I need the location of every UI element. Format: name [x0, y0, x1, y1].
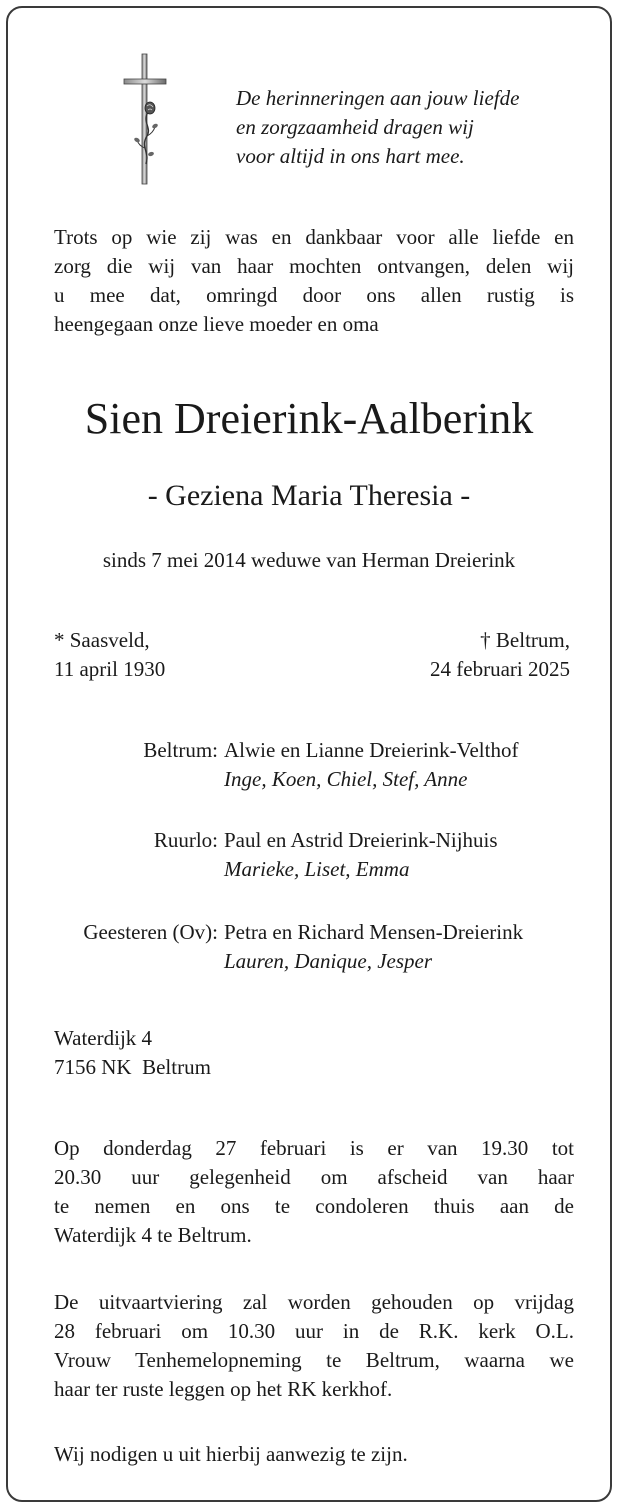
deceased-full-name: - Geziena Maria Theresia -	[147, 479, 471, 512]
family-names	[224, 736, 518, 794]
family-children: Marieke, Liset, Emma	[224, 857, 410, 881]
death-date: 24 februari 2025	[430, 657, 570, 681]
widow-line: sinds 7 mei 2014 weduwe van Herman Dreierink	[102, 548, 516, 572]
address-city: 7156 NK Beltrum	[54, 1055, 211, 1079]
birth-date: 11 april 1930	[54, 657, 166, 681]
funeral-line: De uitvaartviering zal worden gehouden op vrijdag	[54, 1290, 574, 1314]
intro-line: Trots op wie zij was en dankbaar voor alle liefde en	[54, 225, 574, 249]
family-names	[224, 918, 523, 976]
intro-text	[54, 223, 574, 339]
family-children: Inge, Koen, Chiel, Stef, Anne	[224, 767, 468, 791]
family-children: Lauren, Danique, Jesper	[224, 949, 433, 973]
closing-line: Wij nodigen u uit hierbij aanwezig te zijn.	[54, 1442, 408, 1466]
family-couple: Petra en Richard Mensen-Dreierink	[224, 920, 524, 944]
funeral-line: haar ter ruste leggen op het RK kerkhof.	[54, 1377, 393, 1401]
address-street: Waterdijk 4	[54, 1026, 153, 1050]
family-place: Ruurlo:	[153, 828, 218, 852]
closing-text	[54, 1440, 574, 1469]
family-place: Geesteren (Ov):	[83, 920, 218, 944]
death-info	[430, 626, 570, 684]
obituary-card	[6, 6, 612, 1502]
cross-with-rose-icon	[120, 52, 170, 186]
family-couple: Paul en Astrid Dreierink-Nijhuis	[224, 828, 498, 852]
home-address	[54, 1024, 211, 1082]
condolence-text	[54, 1134, 574, 1250]
memorial-quote	[236, 84, 596, 171]
birth-info	[54, 626, 165, 684]
intro-line: zorg die wij van haar mochten ontvangen, delen wij	[54, 254, 574, 278]
intro-line: heengegaan onze lieve moeder en oma	[54, 312, 379, 336]
family-names	[224, 826, 498, 884]
quote-line: en zorgzaamheid dragen wij	[236, 115, 474, 139]
deceased-name: Sien Dreierink-Aalberink	[84, 394, 534, 443]
condolence-line: Op donderdag 27 februari is er van 19.30 tot	[54, 1136, 574, 1160]
birth-place: * Saasveld,	[54, 628, 150, 652]
condolence-line: Waterdijk 4 te Beltrum.	[54, 1223, 252, 1247]
intro-line: u mee dat, omringd door ons allen rustig is	[54, 283, 574, 307]
funeral-line: 28 februari om 10.30 uur in de R.K. kerk O.L.	[54, 1319, 574, 1343]
family-couple: Alwie en Lianne Dreierink-Velthof	[224, 738, 519, 762]
funeral-line: Vrouw Tenhemelopneming te Beltrum, waarna we	[54, 1348, 574, 1372]
condolence-line: te nemen en ons te condoleren thuis aan de	[54, 1194, 574, 1218]
funeral-text	[54, 1288, 574, 1404]
condolence-line: 20.30 uur gelegenheid om afscheid van haar	[54, 1165, 574, 1189]
quote-line: De herinneringen aan jouw liefde	[236, 86, 520, 110]
family-place: Beltrum:	[143, 738, 218, 762]
quote-line: voor altijd in ons hart mee.	[236, 144, 465, 168]
death-place: † Beltrum,	[480, 628, 570, 652]
